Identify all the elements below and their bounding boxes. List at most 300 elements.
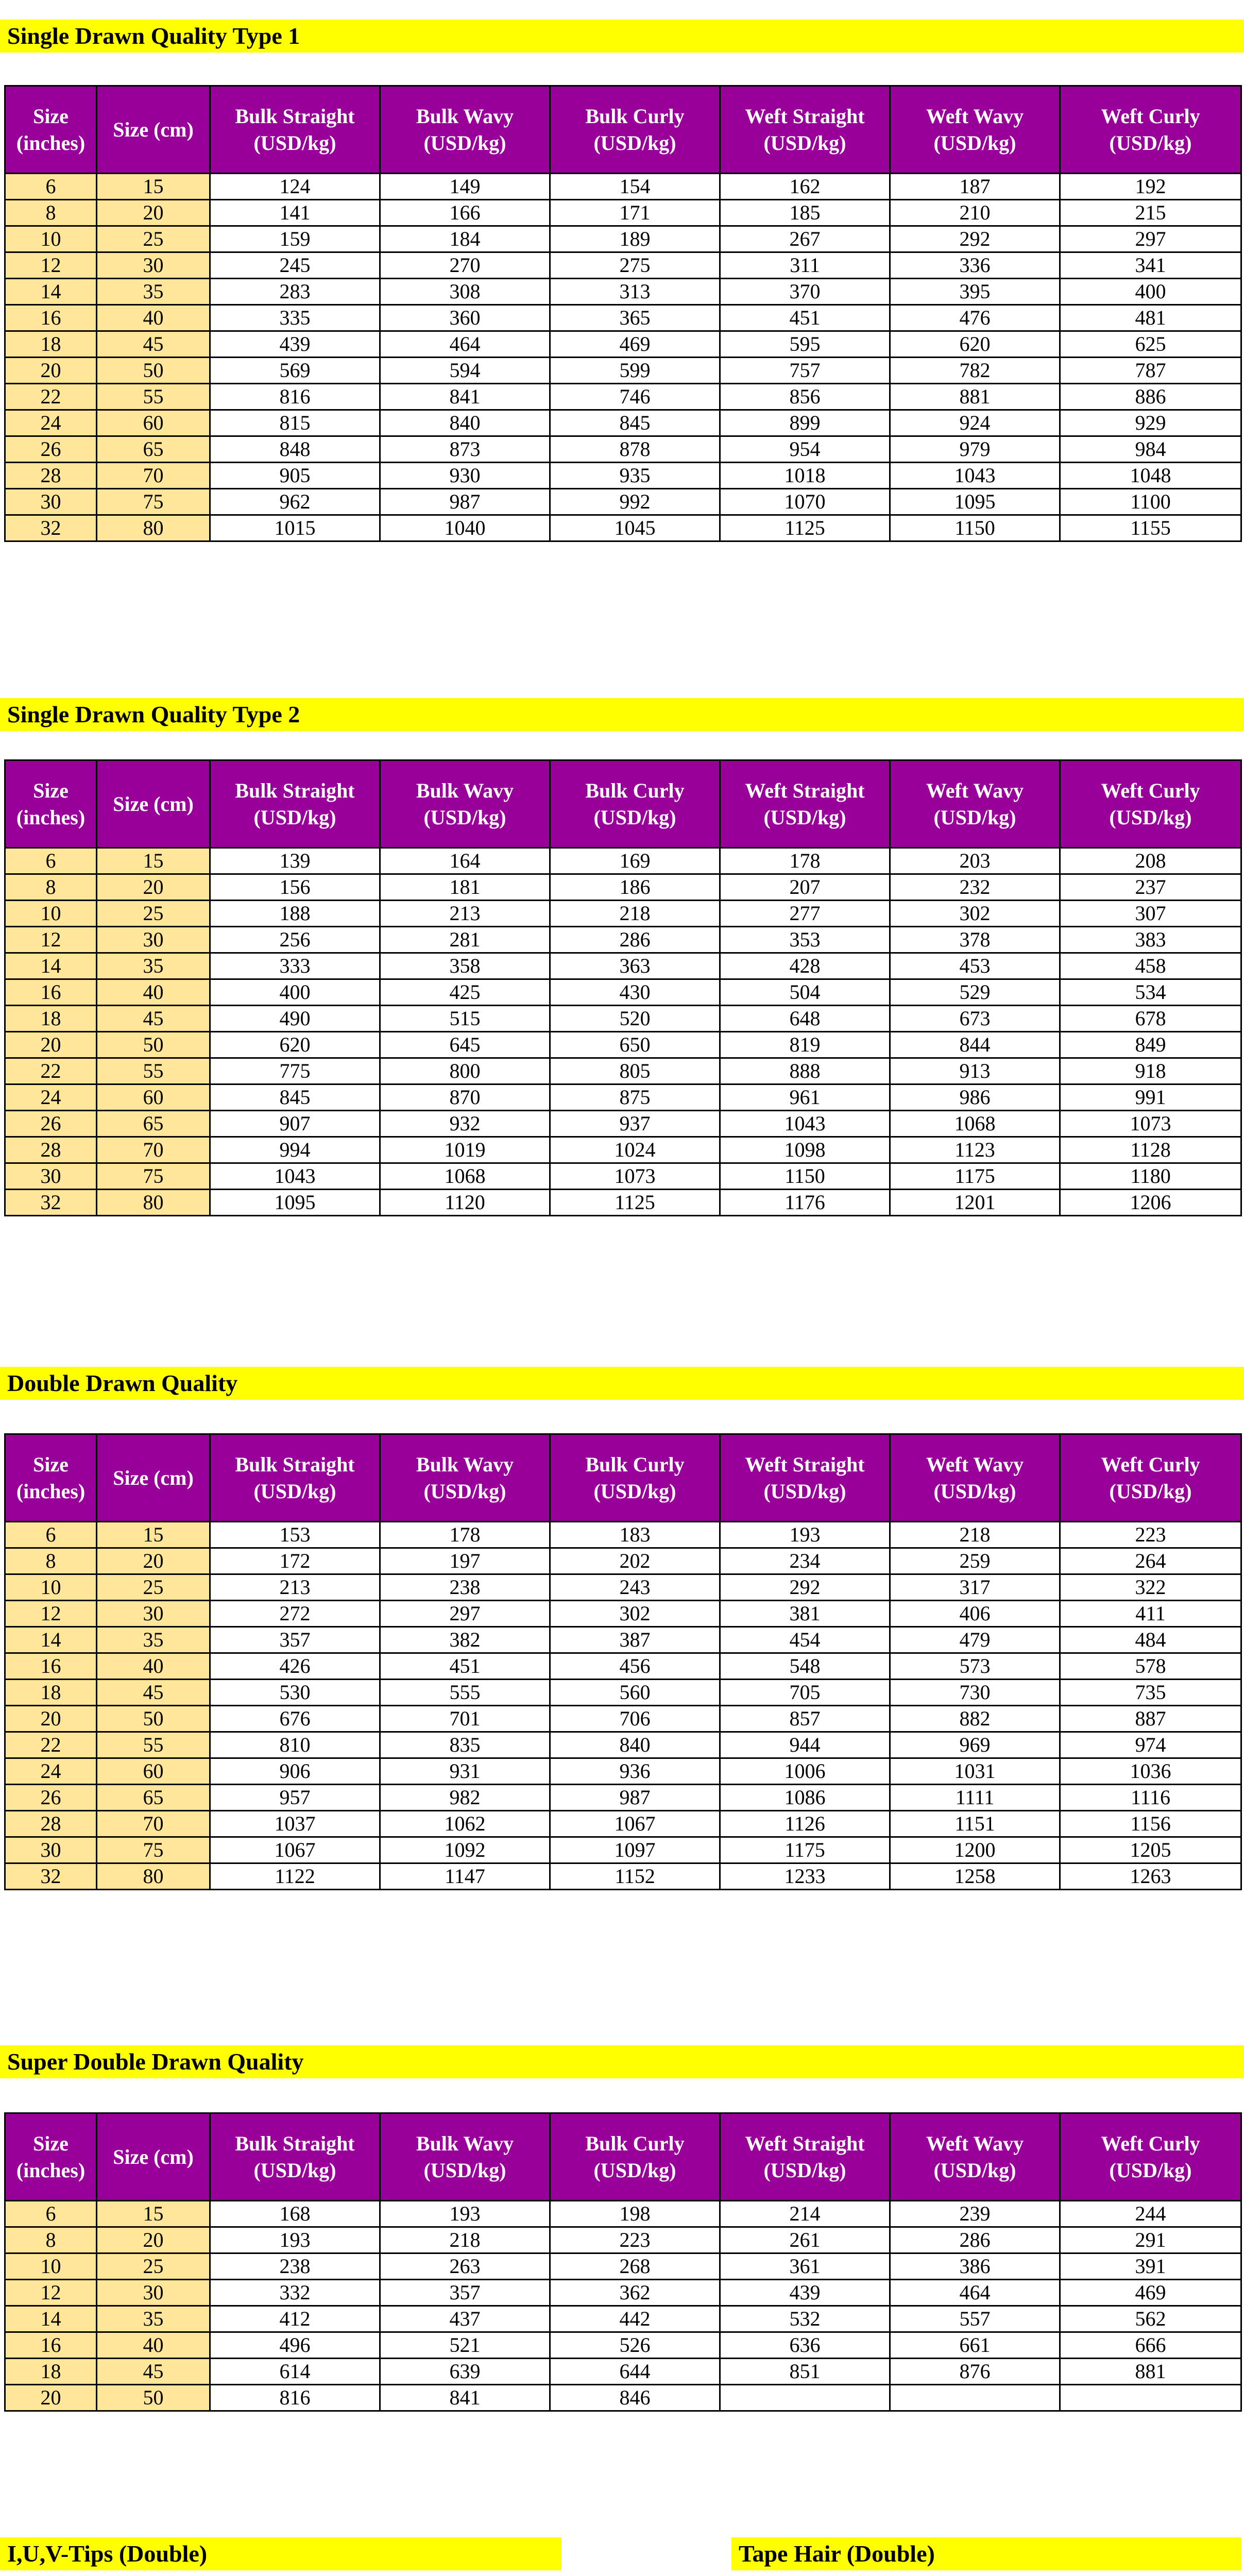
price-cell: 1095 — [210, 1190, 380, 1216]
column-header: Bulk Straight (USD/kg) — [210, 2113, 380, 2201]
size-cell: 80 — [97, 515, 210, 541]
price-cell: 277 — [720, 901, 890, 927]
price-cell: 187 — [890, 174, 1060, 200]
price-cell: 906 — [210, 1758, 380, 1785]
price-cell: 1125 — [550, 1190, 720, 1216]
price-cell: 614 — [210, 2359, 380, 2385]
price-cell: 353 — [720, 927, 890, 953]
section-title: Single Drawn Quality Type 1 — [0, 20, 1244, 53]
table-row — [5, 1627, 1241, 1653]
price-cell: 336 — [890, 252, 1060, 279]
table-row — [5, 927, 1241, 953]
size-cell: 6 — [5, 2201, 97, 2227]
price-cell: 841 — [380, 384, 550, 410]
price-cell: 365 — [550, 305, 720, 331]
price-cell: 987 — [380, 489, 550, 515]
price-cell: 193 — [720, 1522, 890, 1548]
price-cell: 1150 — [890, 515, 1060, 541]
price-cell: 918 — [1060, 1058, 1241, 1084]
price-cell: 1073 — [1060, 1111, 1241, 1137]
price-cell: 207 — [720, 874, 890, 901]
price-cell: 291 — [1060, 2227, 1241, 2253]
table-row — [5, 489, 1241, 515]
size-cell: 26 — [5, 1785, 97, 1811]
column-header: Weft Straight (USD/kg) — [720, 760, 890, 848]
price-cell: 1155 — [1060, 515, 1241, 541]
price-cell: 881 — [1060, 2359, 1241, 2385]
table-row — [5, 1706, 1241, 1732]
price-cell — [890, 2385, 1060, 2411]
column-header: Bulk Curly (USD/kg) — [550, 2113, 720, 2201]
size-cell: 32 — [5, 1863, 97, 1890]
price-cell: 1128 — [1060, 1137, 1241, 1163]
price-cell: 479 — [890, 1627, 1060, 1653]
price-cell: 1070 — [720, 489, 890, 515]
column-header: Weft Straight (USD/kg) — [720, 86, 890, 174]
price-cell: 1095 — [890, 489, 1060, 515]
price-cell: 412 — [210, 2306, 380, 2332]
table-row — [5, 2280, 1241, 2306]
price-cell: 268 — [550, 2253, 720, 2280]
price-cell: 848 — [210, 436, 380, 463]
table-row — [5, 1601, 1241, 1627]
table-header-row — [5, 86, 1241, 174]
price-cell: 816 — [210, 2385, 380, 2411]
size-cell: 10 — [5, 1574, 97, 1601]
price-cell: 835 — [380, 1732, 550, 1758]
price-cell: 849 — [1060, 1032, 1241, 1058]
price-cell: 569 — [210, 358, 380, 384]
price-cell: 931 — [380, 1758, 550, 1785]
table-row — [5, 1163, 1241, 1190]
size-cell: 15 — [97, 848, 210, 874]
price-cell: 218 — [890, 1522, 1060, 1548]
table-row — [5, 2385, 1241, 2411]
price-cell: 1116 — [1060, 1785, 1241, 1811]
price-cell: 223 — [1060, 1522, 1241, 1548]
table-row — [5, 463, 1241, 489]
price-cell: 382 — [380, 1627, 550, 1653]
price-cell: 521 — [380, 2332, 550, 2359]
price-cell: 905 — [210, 463, 380, 489]
price-cell: 302 — [890, 901, 1060, 927]
price-cell: 168 — [210, 2201, 380, 2227]
price-cell: 439 — [210, 331, 380, 358]
table-row — [5, 1680, 1241, 1706]
price-cell: 810 — [210, 1732, 380, 1758]
price-cell: 937 — [550, 1111, 720, 1137]
price-cell: 845 — [550, 410, 720, 436]
price-cell: 1123 — [890, 1137, 1060, 1163]
size-cell: 16 — [5, 979, 97, 1006]
price-cell: 197 — [380, 1548, 550, 1574]
table-row — [5, 226, 1241, 252]
price-cell: 1031 — [890, 1758, 1060, 1785]
section-title: Super Double Drawn Quality — [0, 2045, 1244, 2078]
price-cell: 164 — [380, 848, 550, 874]
table-row — [5, 515, 1241, 541]
size-cell: 75 — [97, 489, 210, 515]
column-header: Size (cm) — [97, 760, 210, 848]
column-header: Bulk Wavy (USD/kg) — [380, 1434, 550, 1522]
price-cell: 529 — [890, 979, 1060, 1006]
price-cell: 962 — [210, 489, 380, 515]
price-cell: 232 — [890, 874, 1060, 901]
price-cell: 1098 — [720, 1137, 890, 1163]
size-cell: 40 — [97, 1653, 210, 1680]
size-cell: 45 — [97, 331, 210, 358]
price-cell: 979 — [890, 436, 1060, 463]
size-cell: 18 — [5, 2359, 97, 2385]
price-cell: 666 — [1060, 2332, 1241, 2359]
price-cell: 267 — [720, 226, 890, 252]
price-cell: 411 — [1060, 1601, 1241, 1627]
size-cell: 28 — [5, 1811, 97, 1837]
price-cell: 162 — [720, 174, 890, 200]
price-cell: 297 — [380, 1601, 550, 1627]
price-cell: 395 — [890, 279, 1060, 305]
size-cell: 70 — [97, 1811, 210, 1837]
price-cell: 362 — [550, 2280, 720, 2306]
size-cell: 50 — [97, 2385, 210, 2411]
size-cell: 20 — [97, 1548, 210, 1574]
price-cell: 496 — [210, 2332, 380, 2359]
price-cell: 286 — [890, 2227, 1060, 2253]
price-cell: 984 — [1060, 436, 1241, 463]
price-cell: 899 — [720, 410, 890, 436]
price-cell: 1097 — [550, 1837, 720, 1863]
size-cell: 45 — [97, 1006, 210, 1032]
price-cell: 1180 — [1060, 1163, 1241, 1190]
table-row — [5, 358, 1241, 384]
table-header-row — [5, 1434, 1241, 1522]
price-cell: 381 — [720, 1601, 890, 1627]
price-cell: 639 — [380, 2359, 550, 2385]
table-row — [5, 1032, 1241, 1058]
size-cell: 16 — [5, 1653, 97, 1680]
price-cell: 840 — [550, 1732, 720, 1758]
price-cell: 1201 — [890, 1190, 1060, 1216]
price-cell: 378 — [890, 927, 1060, 953]
size-cell: 6 — [5, 174, 97, 200]
price-cell: 1176 — [720, 1190, 890, 1216]
price-cell: 957 — [210, 1785, 380, 1811]
size-cell: 75 — [97, 1837, 210, 1863]
price-cell: 193 — [380, 2201, 550, 2227]
price-cell: 1068 — [890, 1111, 1060, 1137]
size-cell: 80 — [97, 1863, 210, 1890]
column-header: Size (cm) — [97, 1434, 210, 1522]
price-cell: 819 — [720, 1032, 890, 1058]
price-cell: 307 — [1060, 901, 1241, 927]
price-cell: 263 — [380, 2253, 550, 2280]
price-cell: 1019 — [380, 1137, 550, 1163]
size-cell: 20 — [97, 2227, 210, 2253]
size-cell: 14 — [5, 2306, 97, 2332]
size-cell: 22 — [5, 384, 97, 410]
price-cell: 845 — [210, 1084, 380, 1111]
price-cell: 202 — [550, 1548, 720, 1574]
price-cell: 361 — [720, 2253, 890, 2280]
price-cell: 259 — [890, 1548, 1060, 1574]
price-cell: 1073 — [550, 1163, 720, 1190]
size-cell: 12 — [5, 252, 97, 279]
table-row — [5, 1111, 1241, 1137]
price-cell: 391 — [1060, 2253, 1241, 2280]
price-cell: 841 — [380, 2385, 550, 2411]
price-cell: 218 — [550, 901, 720, 927]
table-row — [5, 1058, 1241, 1084]
size-cell: 18 — [5, 1006, 97, 1032]
size-cell: 35 — [97, 953, 210, 979]
column-header: Weft Curly (USD/kg) — [1060, 1434, 1241, 1522]
price-cell: 453 — [890, 953, 1060, 979]
price-cell: 1048 — [1060, 463, 1241, 489]
price-cell: 428 — [720, 953, 890, 979]
price-cell: 166 — [380, 200, 550, 226]
price-cell: 520 — [550, 1006, 720, 1032]
size-cell: 16 — [5, 305, 97, 331]
price-cell: 386 — [890, 2253, 1060, 2280]
price-cell: 172 — [210, 1548, 380, 1574]
size-cell: 8 — [5, 200, 97, 226]
column-header: Weft Straight (USD/kg) — [720, 1434, 890, 1522]
size-cell: 14 — [5, 953, 97, 979]
price-cell: 846 — [550, 2385, 720, 2411]
price-cell: 986 — [890, 1084, 1060, 1111]
price-cell: 154 — [550, 174, 720, 200]
price-cell: 469 — [1060, 2280, 1241, 2306]
price-cell: 701 — [380, 1706, 550, 1732]
price-cell: 484 — [1060, 1627, 1241, 1653]
price-cell: 153 — [210, 1522, 380, 1548]
price-cell — [1060, 2385, 1241, 2411]
price-cell: 203 — [890, 848, 1060, 874]
price-cell: 185 — [720, 200, 890, 226]
price-cell: 705 — [720, 1680, 890, 1706]
price-cell: 1151 — [890, 1811, 1060, 1837]
table-row — [5, 410, 1241, 436]
price-cell: 1205 — [1060, 1837, 1241, 1863]
table-row — [5, 1758, 1241, 1785]
price-cell: 1111 — [890, 1785, 1060, 1811]
price-cell: 358 — [380, 953, 550, 979]
size-cell: 20 — [5, 358, 97, 384]
price-cell: 870 — [380, 1084, 550, 1111]
table-row — [5, 2201, 1241, 2227]
price-cell: 873 — [380, 436, 550, 463]
price-cell: 746 — [550, 384, 720, 410]
price-cell: 881 — [890, 384, 1060, 410]
price-cell: 882 — [890, 1706, 1060, 1732]
price-cell: 816 — [210, 384, 380, 410]
price-cell: 534 — [1060, 979, 1241, 1006]
price-cell: 840 — [380, 410, 550, 436]
table-header-row — [5, 760, 1241, 848]
price-cell: 297 — [1060, 226, 1241, 252]
size-cell: 30 — [97, 2280, 210, 2306]
price-cell: 875 — [550, 1084, 720, 1111]
price-cell: 244 — [1060, 2201, 1241, 2227]
column-header: Weft Wavy (USD/kg) — [890, 1434, 1060, 1522]
price-cell: 124 — [210, 174, 380, 200]
size-cell: 80 — [97, 1190, 210, 1216]
size-cell: 14 — [5, 1627, 97, 1653]
price-cell: 954 — [720, 436, 890, 463]
price-cell: 913 — [890, 1058, 1060, 1084]
table-row — [5, 1732, 1241, 1758]
price-cell: 1043 — [890, 463, 1060, 489]
price-cell: 1206 — [1060, 1190, 1241, 1216]
price-cell: 924 — [890, 410, 1060, 436]
price-cell: 645 — [380, 1032, 550, 1058]
size-cell: 50 — [97, 1032, 210, 1058]
price-cell — [720, 2385, 890, 2411]
size-cell: 22 — [5, 1732, 97, 1758]
column-header: Size (inches) — [5, 1434, 97, 1522]
price-cell: 1100 — [1060, 489, 1241, 515]
size-cell: 30 — [5, 1837, 97, 1863]
price-cell: 214 — [720, 2201, 890, 2227]
price-cell: 183 — [550, 1522, 720, 1548]
price-cell: 673 — [890, 1006, 1060, 1032]
size-cell: 40 — [97, 2332, 210, 2359]
size-cell: 32 — [5, 1190, 97, 1216]
price-cell: 341 — [1060, 252, 1241, 279]
price-cell: 578 — [1060, 1653, 1241, 1680]
column-header: Weft Curly (USD/kg) — [1060, 760, 1241, 848]
price-cell: 548 — [720, 1653, 890, 1680]
size-cell: 30 — [97, 927, 210, 953]
size-cell: 70 — [97, 463, 210, 489]
price-cell: 239 — [890, 2201, 1060, 2227]
price-cell: 469 — [550, 331, 720, 358]
price-cell: 1200 — [890, 1837, 1060, 1863]
price-cell: 1015 — [210, 515, 380, 541]
price-cell: 1067 — [210, 1837, 380, 1863]
table-row — [5, 2359, 1241, 2385]
size-cell: 10 — [5, 901, 97, 927]
price-cell: 887 — [1060, 1706, 1241, 1732]
price-cell: 335 — [210, 305, 380, 331]
price-cell: 188 — [210, 901, 380, 927]
price-cell: 644 — [550, 2359, 720, 2385]
price-cell: 215 — [1060, 200, 1241, 226]
size-cell: 50 — [97, 1706, 210, 1732]
price-cell: 383 — [1060, 927, 1241, 953]
price-cell: 787 — [1060, 358, 1241, 384]
price-cell: 454 — [720, 1627, 890, 1653]
column-header: Bulk Wavy (USD/kg) — [380, 2113, 550, 2201]
price-cell: 991 — [1060, 1084, 1241, 1111]
table-row — [5, 1785, 1241, 1811]
size-cell: 15 — [97, 2201, 210, 2227]
column-header: Bulk Curly (USD/kg) — [550, 1434, 720, 1522]
price-cell: 208 — [1060, 848, 1241, 874]
price-cell: 526 — [550, 2332, 720, 2359]
column-header: Size (inches) — [5, 86, 97, 174]
size-cell: 35 — [97, 279, 210, 305]
price-cell: 944 — [720, 1732, 890, 1758]
size-cell: 10 — [5, 226, 97, 252]
size-cell: 12 — [5, 1601, 97, 1627]
price-cell: 213 — [380, 901, 550, 927]
price-cell: 935 — [550, 463, 720, 489]
price-cell: 562 — [1060, 2306, 1241, 2332]
table-row — [5, 1137, 1241, 1163]
size-cell: 35 — [97, 1627, 210, 1653]
size-cell: 8 — [5, 1548, 97, 1574]
price-cell: 929 — [1060, 410, 1241, 436]
price-cell: 876 — [890, 2359, 1060, 2385]
price-cell: 1233 — [720, 1863, 890, 1890]
column-header: Weft Wavy (USD/kg) — [890, 86, 1060, 174]
price-cell: 213 — [210, 1574, 380, 1601]
table-row — [5, 2253, 1241, 2280]
price-cell: 1092 — [380, 1837, 550, 1863]
price-cell: 1040 — [380, 515, 550, 541]
price-cell: 322 — [1060, 1574, 1241, 1601]
price-table — [4, 1433, 1242, 1890]
size-cell: 65 — [97, 1111, 210, 1137]
price-cell: 456 — [550, 1653, 720, 1680]
price-cell: 333 — [210, 953, 380, 979]
price-cell: 308 — [380, 279, 550, 305]
price-cell: 555 — [380, 1680, 550, 1706]
price-cell: 1150 — [720, 1163, 890, 1190]
price-cell: 730 — [890, 1680, 1060, 1706]
price-cell: 557 — [890, 2306, 1060, 2332]
size-cell: 55 — [97, 384, 210, 410]
size-cell: 22 — [5, 1058, 97, 1084]
price-cell: 210 — [890, 200, 1060, 226]
table-row — [5, 1837, 1241, 1863]
size-cell: 30 — [97, 252, 210, 279]
size-cell: 30 — [5, 1163, 97, 1190]
size-cell: 15 — [97, 174, 210, 200]
price-cell: 192 — [1060, 174, 1241, 200]
price-cell: 400 — [1060, 279, 1241, 305]
price-cell: 283 — [210, 279, 380, 305]
size-cell: 20 — [5, 1706, 97, 1732]
column-header: Size (cm) — [97, 86, 210, 174]
price-cell: 961 — [720, 1084, 890, 1111]
price-cell: 530 — [210, 1680, 380, 1706]
price-cell: 1024 — [550, 1137, 720, 1163]
price-cell: 1258 — [890, 1863, 1060, 1890]
price-cell: 1152 — [550, 1863, 720, 1890]
price-cell: 1175 — [720, 1837, 890, 1863]
price-cell: 994 — [210, 1137, 380, 1163]
price-cell: 636 — [720, 2332, 890, 2359]
price-cell: 1125 — [720, 515, 890, 541]
price-cell: 430 — [550, 979, 720, 1006]
price-cell: 987 — [550, 1785, 720, 1811]
price-cell: 504 — [720, 979, 890, 1006]
price-cell: 292 — [720, 1574, 890, 1601]
price-cell: 256 — [210, 927, 380, 953]
column-header: Bulk Wavy (USD/kg) — [380, 86, 550, 174]
price-cell: 661 — [890, 2332, 1060, 2359]
column-header: Size (cm) — [97, 2113, 210, 2201]
price-cell: 360 — [380, 305, 550, 331]
price-cell: 311 — [720, 252, 890, 279]
size-cell: 24 — [5, 1758, 97, 1785]
price-cell: 425 — [380, 979, 550, 1006]
price-cell: 370 — [720, 279, 890, 305]
section-title: Double Drawn Quality — [0, 1367, 1244, 1400]
price-cell: 439 — [720, 2280, 890, 2306]
